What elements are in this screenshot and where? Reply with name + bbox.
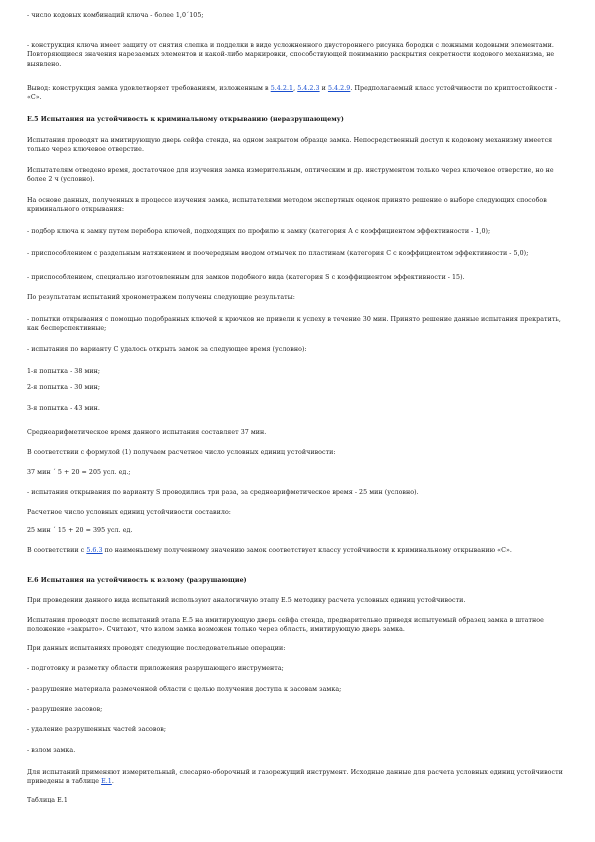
paragraph-text: - взлом замка. — [27, 747, 76, 754]
paragraph-text: Вывод: конструкция замка удовлетворяет требованиям, изложенным в — [27, 85, 271, 92]
paragraph — [27, 746, 567, 755]
paragraph — [27, 644, 567, 653]
paragraph-text: - подбор ключа к замку путем перебора ключей, подходящих по профилю к замку (категория А с коэффициентом эффективности - 1,0); — [27, 228, 491, 235]
paragraph — [27, 488, 567, 497]
paragraph — [27, 725, 567, 734]
paragraph-text: Испытания проводят на имитирующую дверь сейфа стенда, на одном закрытом образце замка. Непосредственный доступ к кодовому механизму имеется только через ключевое отверстие. — [27, 137, 553, 154]
reference-link[interactable]: 5.4.2.9 — [327, 85, 351, 92]
paragraph-text: При данных испытаниях проводят следующие последовательные операции: — [27, 645, 286, 652]
paragraph-text: - разрушение материала размеченной области с целью получения доступа к засовам замка; — [27, 686, 342, 693]
paragraph-text: - испытания открывания по варианту S проводились три раза, за среднеарифметическое время - 25 мин (условно). — [27, 489, 419, 496]
section-heading — [27, 576, 567, 585]
paragraph — [27, 367, 567, 376]
paragraph-text: 3-я попытка - 43 мин. — [27, 405, 100, 412]
paragraph-text: - конструкция ключа имеет защиту от снятия слепка и подделки в виде усложненного двустороннего рисунка бородки с ложными кодовыми элементами. Повторяющиеся значения нарезаемых элементов и какой-либо маркировки, способствующей пониманию раскрытия секретности кодового механизма, не выявлено. — [27, 42, 555, 68]
paragraph — [27, 249, 567, 258]
paragraph-text: На основе данных, полученных в процессе изучения замка, испытателями методом экспертных оценок принято решение о выборе следующих способов криминального открывания: — [27, 197, 547, 214]
paragraph — [27, 546, 567, 555]
paragraph-text: - число кодовых комбинаций ключа - более 1,0´105; — [27, 12, 204, 19]
paragraph — [27, 768, 567, 787]
paragraph — [27, 508, 567, 517]
paragraph-text: Испытателям отведено время, достаточное для изучения замка измерительным, оптическим и др. инструментом только через ключевое отверстие, но не более 2 ч (условно). — [27, 167, 554, 184]
paragraph — [27, 84, 567, 103]
paragraph — [27, 293, 567, 302]
paragraph-text: - разрушение засовов; — [27, 706, 103, 713]
paragraph — [27, 796, 567, 805]
paragraph-text: по наименьшему полученному значению замок соответствует классу устойчивости к криминальному открыванию «С». — [102, 547, 512, 554]
paragraph-text: Для испытаний применяют измерительный, слесарно-оборочный и газорежущий инструмент. Исходные данные для расчета условных единиц устойчивости приведены в таблице — [27, 769, 563, 786]
paragraph — [27, 273, 567, 282]
paragraph — [27, 664, 567, 673]
paragraph-text: При проведении данного вида испытаний используют аналогичную этапу Е.5 методику расчета условных единиц устойчивости. — [27, 597, 466, 604]
reference-link[interactable]: Е.1 — [101, 778, 112, 786]
section-heading — [27, 115, 567, 124]
paragraph-text: . — [111, 778, 114, 786]
paragraph-text: 2-я попытка - 30 мин; — [27, 384, 101, 391]
paragraph-text: В соответствии с формулой (1) получаем расчетное число условных единиц устойчивости: — [27, 449, 336, 456]
paragraph — [27, 468, 567, 477]
paragraph — [27, 345, 567, 354]
paragraph — [27, 196, 567, 215]
paragraph-text: . Предполагаемый класс устойчивости по криптостойкости - «С». — [27, 85, 557, 102]
reference-link[interactable]: 5.6.3 — [86, 547, 103, 554]
paragraph — [27, 166, 567, 185]
paragraph — [27, 383, 567, 392]
paragraph — [27, 404, 567, 413]
paragraph — [27, 41, 567, 69]
reference-link[interactable]: 5.4.2.1 — [270, 85, 294, 92]
paragraph-text: - приспособлением с раздельным натяжением и поочередным вводом отмычек по пластинам (категория С с коэффициентом эффективности - 5,0); — [27, 250, 529, 257]
paragraph — [27, 705, 567, 714]
paragraph-text: и — [319, 85, 328, 92]
paragraph — [27, 428, 567, 437]
paragraph-text: - приспособлением, специально изготовленным для замков подобного вида (категория S с коэффициентом эффективности - 15). — [27, 274, 465, 281]
paragraph — [27, 227, 567, 236]
paragraph-text: 25 мин ´ 15 + 20 = 395 усл. ед. — [27, 527, 133, 534]
paragraph-text: 37 мин ´ 5 + 20 = 205 усл. ед.; — [27, 469, 131, 476]
reference-link[interactable]: 5.4.2.3 — [297, 85, 320, 92]
paragraph-text: Е.6 Испытания на устойчивость к взлому (разрушающие) — [27, 577, 247, 584]
paragraph-text: В соответствии с — [27, 547, 87, 554]
paragraph — [27, 616, 567, 635]
paragraph — [27, 526, 567, 535]
paragraph-text: - попытки открывания с помощью подобранных ключей к крючков не привели к успеху в течение 30 мин. Принято решение данные испытания прекратить, как бесперспективные; — [27, 316, 561, 333]
paragraph-text: Е.5 Испытания на устойчивость к криминальному открыванию (неразрушающему) — [27, 116, 344, 123]
paragraph-text: Таблица Е.1 — [27, 797, 68, 804]
paragraph-text: Испытания проводят после испытаний этапа Е.5 на имитирующую дверь сейфа стенда, предварительно приведя испытуемый образец замка в штатное положение «закрыто». Считают, что взлом замка возможен только через область, имитирующую дверь замка. — [27, 617, 544, 634]
paragraph — [27, 315, 567, 334]
paragraph-text: - подготовку и разметку области приложения разрушающего инструмента; — [27, 665, 284, 672]
paragraph — [27, 448, 567, 457]
paragraph-text: По результатам испытаний хронометражем получены следующие результаты: — [27, 294, 295, 301]
paragraph-text: Расчетное число условных единиц устойчивости составило: — [27, 509, 231, 516]
paragraph — [27, 136, 567, 155]
paragraph — [27, 596, 567, 605]
paragraph-text: - испытания по варианту С удалось открыть замок за следующее время (условно): — [27, 346, 307, 353]
paragraph — [27, 11, 567, 20]
paragraph-text: , — [293, 85, 298, 92]
paragraph-text: - удаление разрушенных частей засовов; — [27, 726, 167, 733]
paragraph — [27, 685, 567, 694]
paragraph-text: 1-я попытка - 38 мин; — [27, 368, 101, 375]
paragraph-text: Среднеарифметическое время данного испытания составляет 37 мин. — [27, 429, 267, 436]
